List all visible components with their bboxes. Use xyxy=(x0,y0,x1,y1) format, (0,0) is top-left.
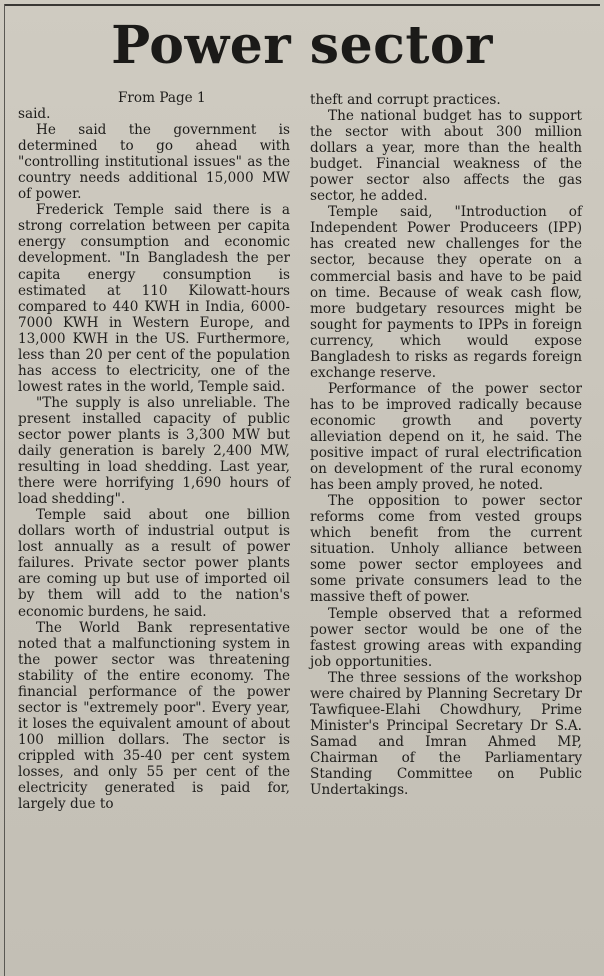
paragraph: "The supply is also unreliable. The present installed capacity of public sector power plants is 3,300 MW but daily generation is barely 2,400 MW, resulting in load shedding. Last year, there were horrifying 1,690 hours of load shedding". xyxy=(18,394,290,508)
paragraph: Temple said, "Introduction of Independent Power Produceers (IPP) has created new challenges for the sector, because they operate on a commercial basis and have to be paid on time. Because of weak cash flow, more budgetary resources might be sought for payments to IPPs in foreign currency, which would expose Bangladesh to risks as regards foreign exchange reserve. xyxy=(310,204,582,381)
left-rule xyxy=(4,4,5,976)
top-rule xyxy=(4,4,600,6)
paragraph: Performance of the power sector has to be improved radically because economic growth and poverty alleviation depend on it, he said. The positive impact of rural electrification on development of the rural economy has been amply proved, he noted. xyxy=(310,380,582,494)
left-column xyxy=(18,90,290,812)
paragraph: theft and corrupt practices. xyxy=(310,92,501,108)
continuation-note: From Page 1 xyxy=(118,90,206,106)
paragraph: The opposition to power sector reforms come from vested groups which benefit from the current situation. Unholy alliance between some power sector employees and some private consumers lead to the massive theft of power. xyxy=(310,493,582,606)
paragraph: The three sessions of the workshop were chaired by Planning Secretary Dr Tawfiquee-Elahi Chowdhury, Prime Minister's Principal Secretary Dr S.A. Samad and Imran Ahmed MP, Chairman of the Parliamentary Standing Committee on Public Undertakings. xyxy=(310,669,582,799)
paragraph: Temple observed that a reformed power sector would be one of the fastest growing areas with expanding job opportunities. xyxy=(310,605,582,670)
paragraph: The World Bank representative noted that a malfunctioning system in the power sector was threatening stability of the entire economy. The financial performance of the power sector is "extremely poor". Every year, it loses the equivalent amount of about 100 million dollars. The sector is crippled with 35-40 per cent system losses, and only 55 per cent of the electricity generated is paid for, largely due to xyxy=(18,619,290,813)
paragraph: Frederick Temple said there is a strong correlation between per capita energy consumption and economic development. "In Bangladesh the per capita energy consumption is estimated at 110 Kilowatt-hours compared to 440 KWH in India, 6000-7000 KWH in Western Europe, and 13,000 KWH in the US. Furthermore, less than 20 per cent of the population has access to electricity, one of the lowest rates in the world, Temple said. xyxy=(18,202,290,395)
headline: Power sector xyxy=(111,15,493,76)
paragraph: The national budget has to support the sector with about 300 million dollars a year, more than the health budget. Financial weakness of the power sector also affects the gas sector, he added. xyxy=(310,108,582,205)
right-column xyxy=(310,92,582,798)
paragraph: said. xyxy=(18,106,51,123)
paragraph: Temple said about one billion dollars worth of industrial output is lost annually as a result of power failures. Private sector power plants are coming up but use of imported oil by them will add to the nation's economic burdens, he said. xyxy=(18,507,290,620)
paragraph: He said the government is determined to go ahead with "controlling institutional issues" as the country needs additional 15,000 MW of power. xyxy=(18,122,290,203)
